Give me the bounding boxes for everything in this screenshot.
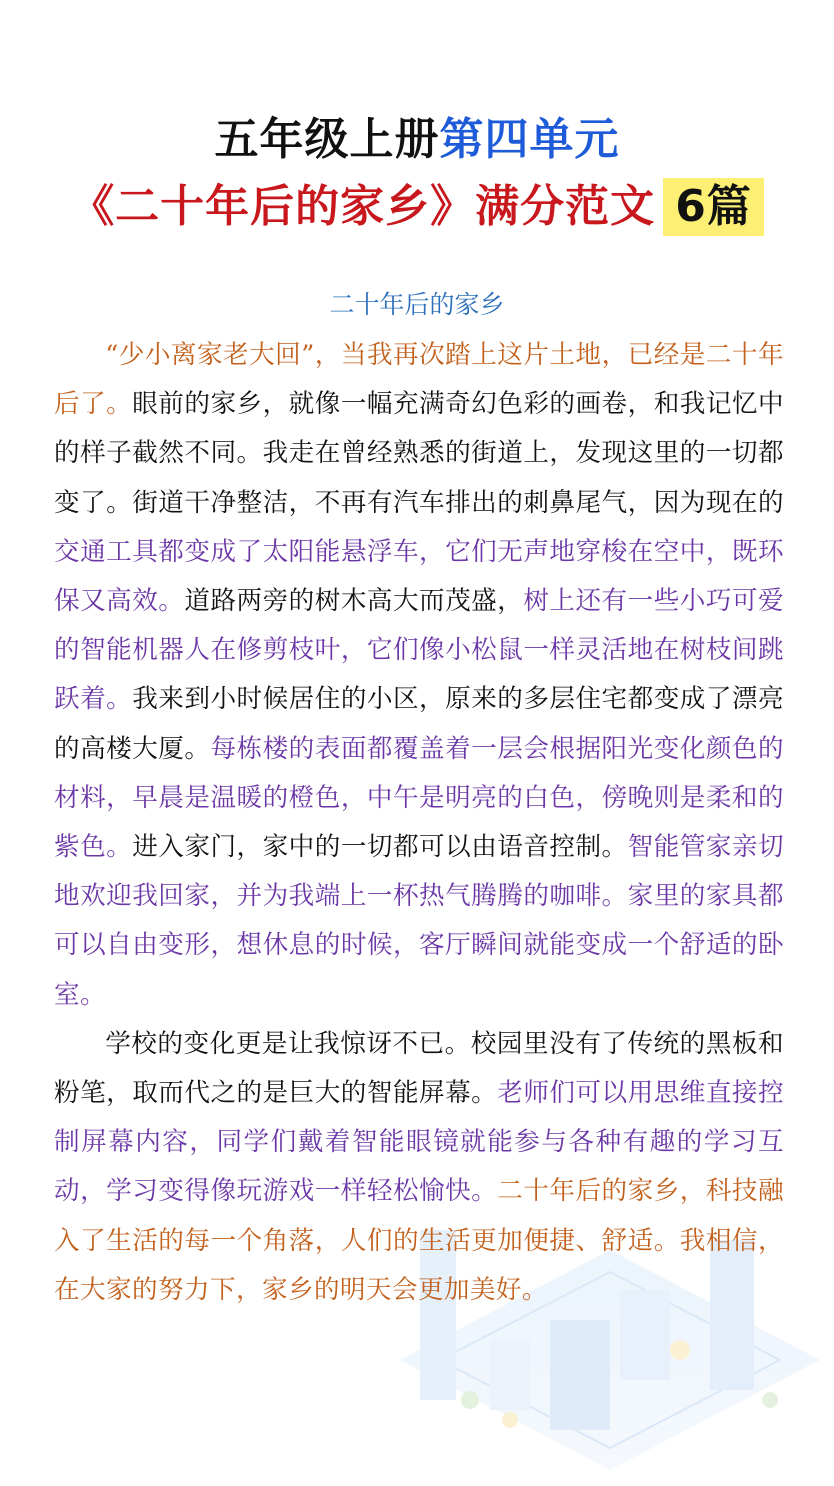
heading-essay-topic: 《二十年后的家乡》满分范文	[70, 181, 656, 232]
page-heading-line2	[0, 178, 834, 236]
heading-unit: 第四单元	[439, 114, 620, 165]
essay-title: 二十年后的家乡	[329, 290, 505, 319]
essay-body	[54, 331, 784, 1315]
p1-sentence-7: 每栋楼的表面都覆盖着一层会根据阳光变化颜色的材料，早晨是温暖的橙色，中午是明亮的白色，傍晚则是柔和的紫色。	[54, 733, 784, 863]
p1-sentence-8: 进入家门，家中的一切都可以由语音控制。	[132, 832, 628, 863]
p1-sentence-5: 树上还有一些小巧可爱的智能机器人在修剪枝叶，它们像小松鼠一样灵活地在树枝间跳跃着。	[54, 586, 784, 715]
p1-sentence-4: 道路两旁的树木高大而茂盛，	[184, 586, 524, 617]
p1-sentence-2: 眼前的家乡，就像一幅充满奇幻色彩的画卷，和我记忆中的样子截然不同。我走在曾经熟悉的街道上，发现这里的一切都变了。街道干净整洁，不再有汽车排出的刺鼻尾气，因为现在的	[54, 389, 784, 518]
p2-sentence-1: 学校的变化更是让我惊讶不已。校园里没有了传统的黑板和粉笔，取而代之的是巨大的智能屏幕。	[54, 1028, 784, 1109]
p2-sentence-3: 二十年后的家乡，科技融入了生活的每一个角落，人们的生活更加便捷、舒适。我相信，在大家的努力下，家乡的明天会更加美好。	[54, 1176, 784, 1305]
p1-sentence-3: 交通工具都变成了太阳能悬浮车，它们无声地穿梭在空中，既环保又高效。	[54, 536, 784, 617]
page-heading-line1	[0, 112, 834, 168]
essay-count-badge: 6篇	[663, 178, 764, 236]
p1-sentence-6: 我来到小时候居住的小区，原来的多层住宅都变成了漂亮的高楼大厦。	[54, 684, 784, 764]
paragraph-1	[54, 331, 784, 1020]
heading-grade: 五年级上册	[214, 114, 440, 165]
p1-sentence-1: “少小离家老大回”，当我再次踏上这片土地，已经是二十年后了。	[54, 340, 784, 420]
paragraph-2	[54, 1020, 784, 1315]
p1-sentence-9: 智能管家亲切地欢迎我回家，并为我端上一杯热气腾腾的咖啡。家里的家具都可以自由变形，想休息的时候，客厅瞬间就能变成一个舒适的卧室。	[54, 832, 785, 1010]
p2-sentence-2: 老师们可以用思维直接控制屏幕内容，同学们戴着智能眼镜就能参与各种有趣的学习互动，学习变得像玩游戏一样轻松愉快。	[54, 1078, 784, 1207]
